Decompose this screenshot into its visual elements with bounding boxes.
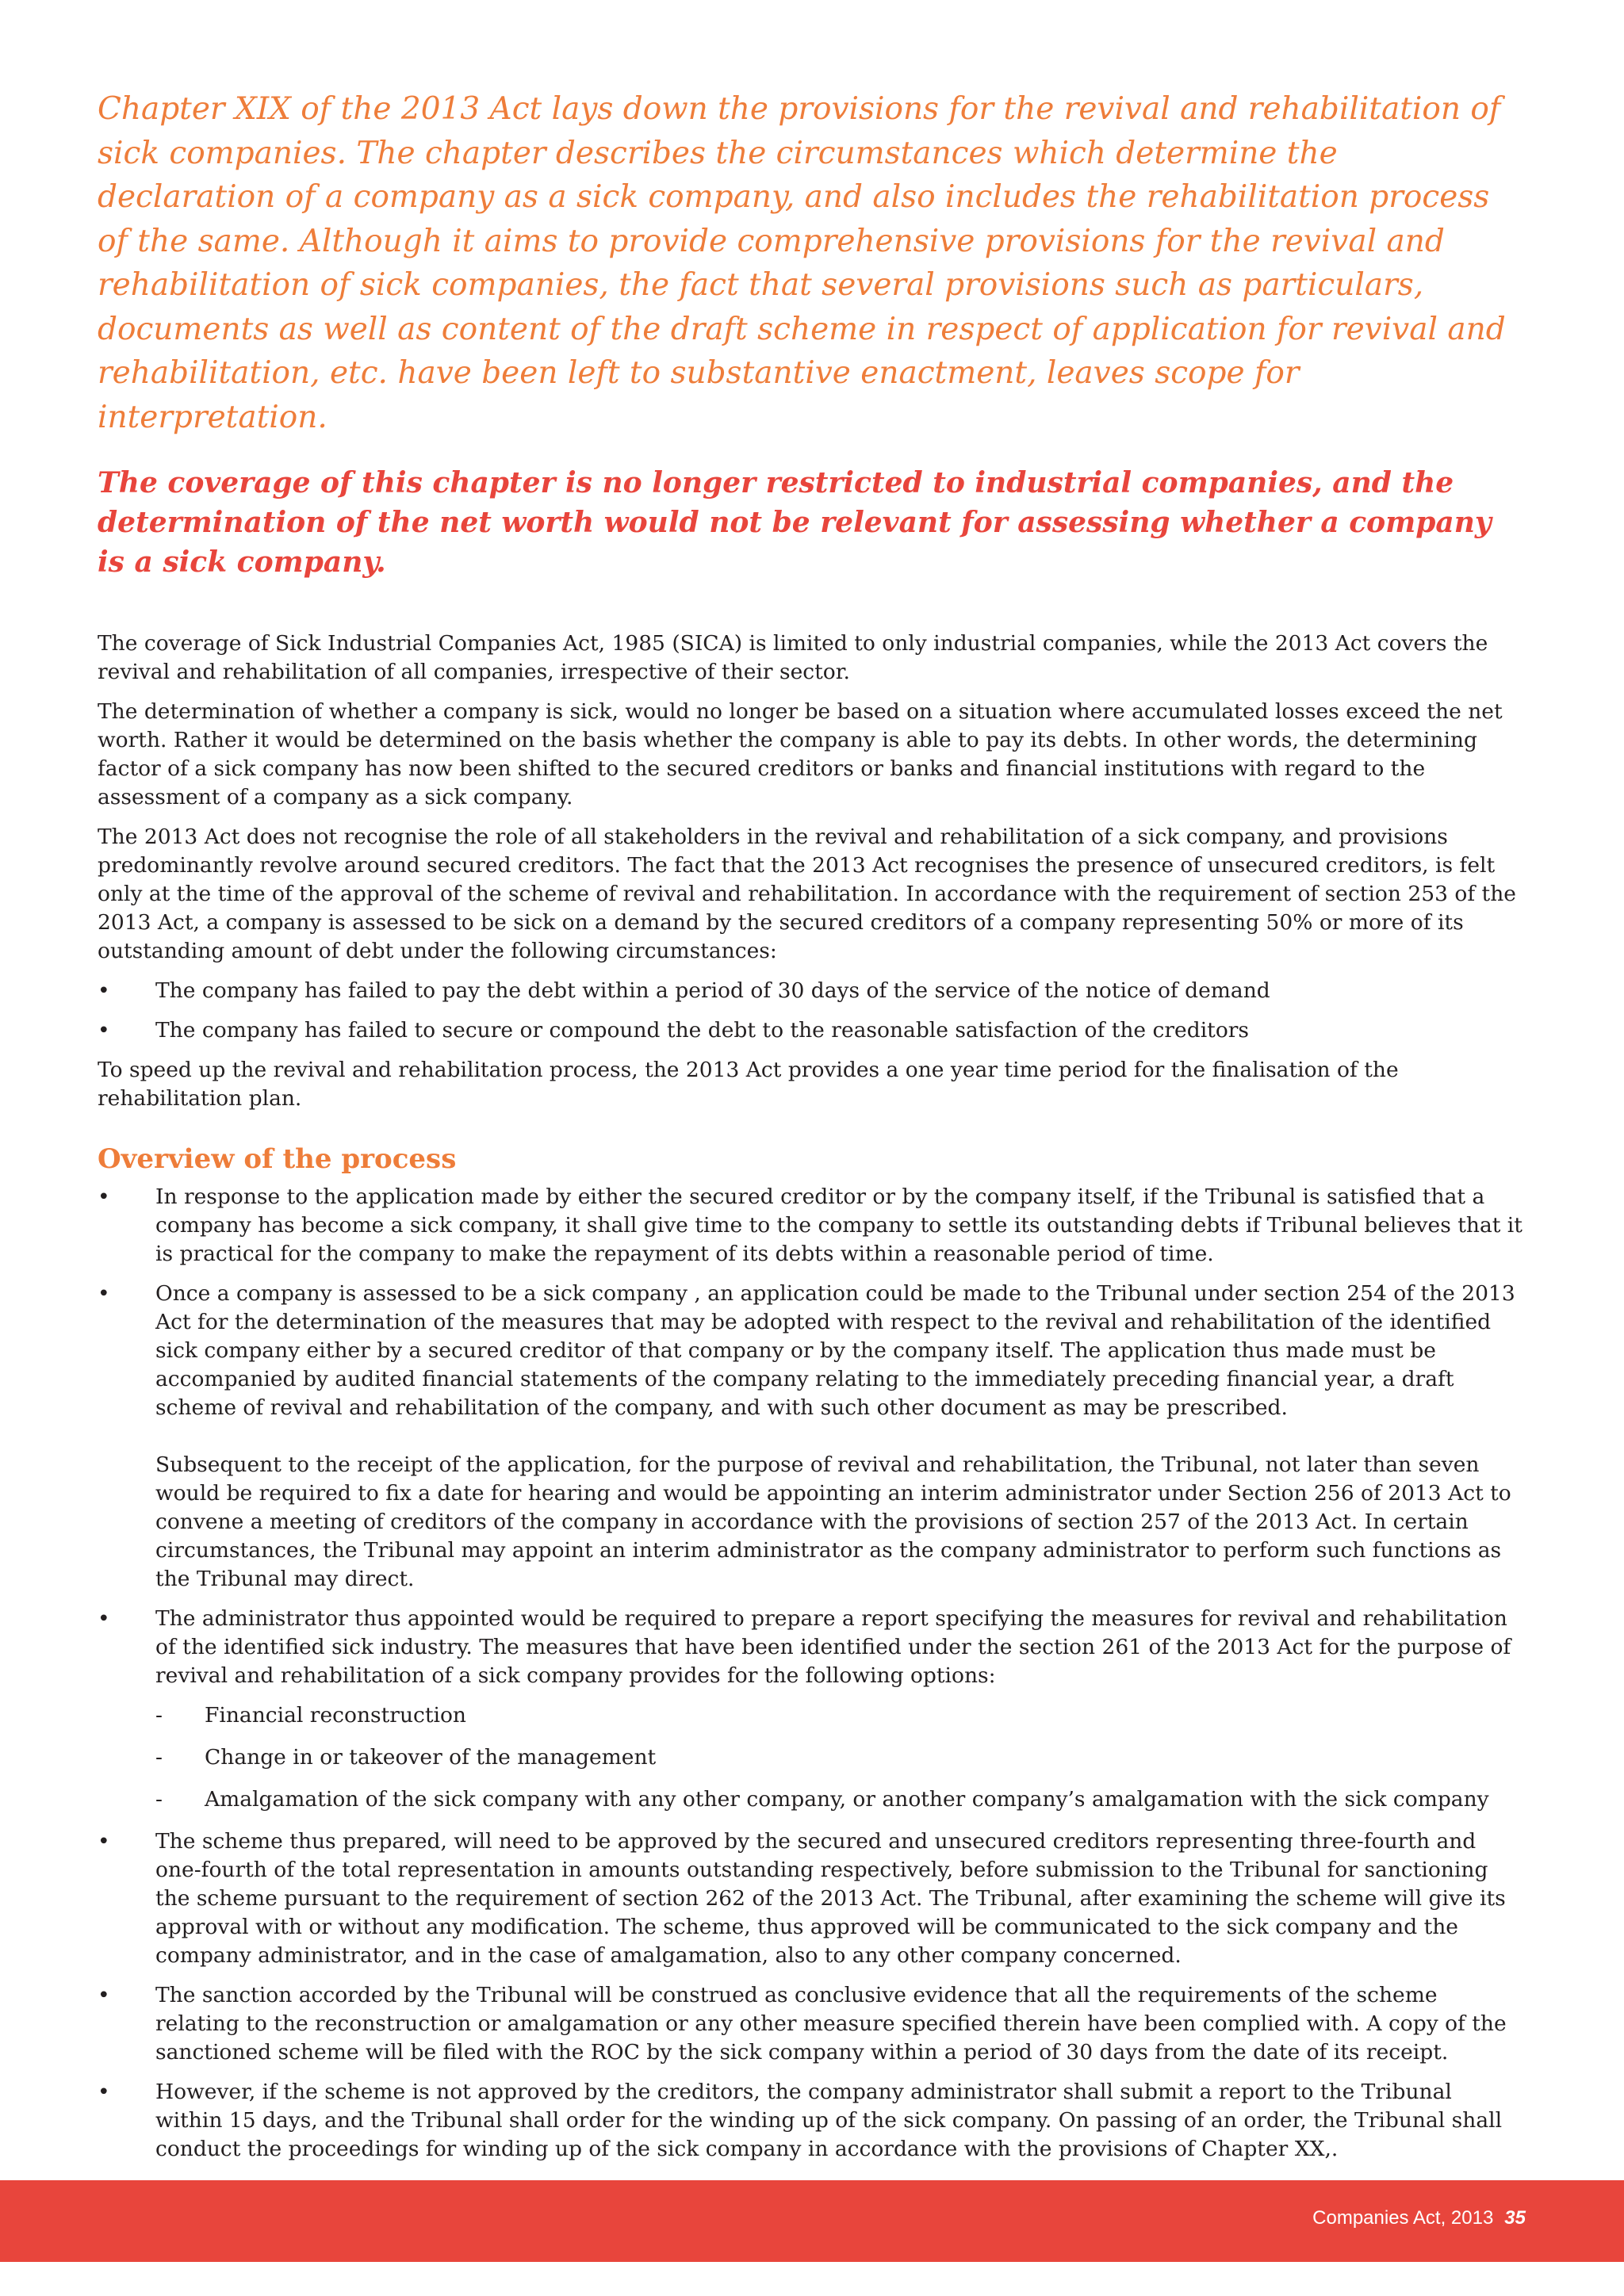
page-content [98,87,1525,2175]
page-number: 35 [1504,2207,1526,2229]
option-item: - Amalgamation of the sick company with any other company, or another company’s amalgamation with the sick company [155,1785,1525,1814]
bullet-icon: • [98,2080,110,2104]
footer-title: Companies Act, 2013 [1312,2207,1494,2229]
bullet-icon: • [98,1018,110,1043]
chapter-intro: Chapter XIX of the 2013 Act lays down the provisions for the revival and rehabilitation of sick companies. The chapter describes the circumstances which determine the declaration of a company as a sick company, and also includes the rehabilitation process of the same. Although it aims to provide comprehensive provisions for the revival and rehabilitation of sick companies, the fact that several provisions such as particulars, documents as well as content of the draft scheme in respect of application for revival and rehabilitation, etc. have been left to substantive enactment, leaves scope for interpretation. [98,91,1506,435]
list-item: • The company has failed to secure or compound the debt to the reasonable satisfaction of the creditors [98,1016,1525,1045]
list-item: • However, if the scheme is not approved by the creditors, the company administrator shall submit a report to the Tribunal within 15 days, and the Tribunal shall order for the winding up of the sick company. On passing of an order, the Tribunal shall conduct the proceedings for winding up of the sick company in accordance with the provisions of Chapter XX,. [98,2080,1503,2161]
list-item: • The sanction accorded by the Tribunal will be construed as conclusive evidence that all the requirements of the scheme relating to the reconstruction or amalgamation or any other measure specified therein have been complied with. A copy of the sanctioned scheme will be filed with the ROC by the sick company within a period of 30 days from the date of its receipt. [98,1983,1507,2064]
paragraph-sica-coverage: The coverage of Sick Industrial Companies Act, 1985 (SICA) is limited to only industrial companies, while the 2013 Act covers the revival and rehabilitation of all companies, irrespective of their sector. [98,631,1488,684]
bullet-icon: • [98,1606,110,1631]
footer-label [1312,2207,1526,2229]
list-item: • The company has failed to pay the debt within a period of 30 days of the service of the notice of demand [98,977,1525,1005]
bullet-icon: • [98,1184,110,1209]
footer-bar [0,2180,1624,2262]
bullet-icon: • [98,1829,110,1854]
list-item: • In response to the application made by either the secured creditor or by the company itself, if the Tribunal is satisfied that a company has become a sick company, it shall give time to the company to settle its outstanding debts if Tribunal believes that it is practical for the company to make the repayment of its debts within a reasonable period of time. [98,1184,1522,1266]
dash-icon: - [155,1787,163,1812]
option-item: - Financial reconstruction [155,1701,1525,1730]
bullet-icon: • [98,1281,110,1306]
dash-icon: - [155,1745,163,1770]
list-item: • The scheme thus prepared, will need to be approved by the secured and unsecured creditors representing three-fourth and one-fourth of the total representation in amounts outstanding respectively, before submission to the Tribunal for sanctioning the scheme pursuant to the requirement of section 262 of the 2013 Act. The Tribunal, after examining the scheme will give its approval with or without any modification. The scheme, thus approved will be communicated to the sick company and the company administrator, and in the case of amalgamation, also to any other company concerned. [98,1829,1506,1968]
bullet-icon: • [98,978,110,1003]
measures-options-list [155,1701,1525,1814]
circumstances-list [98,977,1525,1045]
list-item: • The administrator thus appointed would be required to prepare a report specifying the measures for revival and rehabilitation of the identified sick industry. The measures that have been identified under the section 261 of the 2013 Act for the purpose of revival and rehabilitation of a sick company provides for the following options: - Financial reconstruction - Change in or takeover of the management - Amalgamation of the sick company with any other company, or another company’s amalgamation with the sick company [98,1605,1525,1814]
paragraph-determination: The determination of whether a company is sick, would no longer be based on a situation where accumulated losses exceed the net worth. Rather it would be determined on the basis whether the company is able to pay its debts. In other words, the determining factor of a sick company has now been shifted to the secured creditors or banks and financial institutions with regard to the assessment of a company as a sick company. [98,699,1503,809]
paragraph-stakeholders: The 2013 Act does not recognise the role of all stakeholders in the revival and rehabilitation of a sick company, and provisions predominantly revolve around secured creditors. The fact that the 2013 Act recognises the presence of unsecured creditors, is felt only at the time of the approval of the scheme of revival and rehabilitation. In accordance with the requirement of section 253 of the 2013 Act, a company is assessed to be sick on a demand by the secured creditors of a company representing 50% or more of its outstanding amount of debt under the following circumstances: [98,825,1516,963]
option-item: - Change in or takeover of the management [155,1743,1525,1772]
bullet-icon: • [98,1983,110,2007]
coverage-highlight: The coverage of this chapter is no longer restricted to industrial companies, and the determination of the net worth would not be relevant for assessing whether a company is a sick company. [98,466,1492,579]
section-heading-overview: Overview of the process [98,1143,457,1175]
list-item-continuation: Subsequent to the receipt of the application, for the purpose of revival and rehabilitation, the Tribunal, not later than seven would be required to fix a date for hearing and would be appointing an interim administrator under Section 256 of 2013 Act to convene a meeting of creditors of the company in accordance with the provisions of section 257 of the 2013 Act. In certain circumstances, the Tribunal may appoint an interim administrator as the company administrator to perform such functions as the Tribunal may direct. [155,1452,1511,1591]
list-item: • Once a company is assessed to be a sick company , an application could be made to the Tribunal under section 254 of the 2013 Act for the determination of the measures that may be adopted with respect to the revival and rehabilitation of the identified sick company either by a secured creditor of that company or by the company itself. The application thus made must be accompanied by audited financial statements of the company relating to the immediately preceding financial year, a draft scheme of revival and rehabilitation of the company, and with such other document as may be prescribed. Subsequent to the receipt of the application, for the purpose of revival and rehabilitation, the Tribunal, not later than seven would be required to fix a date for hearing and would be appointing an interim administrator under Section 256 of 2013 Act to convene a meeting of creditors of the company in accordance with the provisions of section 257 of the 2013 Act. In certain circumstances, the Tribunal may appoint an interim administrator as the company administrator to perform such functions as the Tribunal may direct. [98,1280,1525,1594]
dash-icon: - [155,1703,163,1728]
overview-list [98,1183,1525,2164]
paragraph-timeline: To speed up the revival and rehabilitation process, the 2013 Act provides a one year time period for the finalisation of the rehabilitation plan. [98,1058,1399,1111]
